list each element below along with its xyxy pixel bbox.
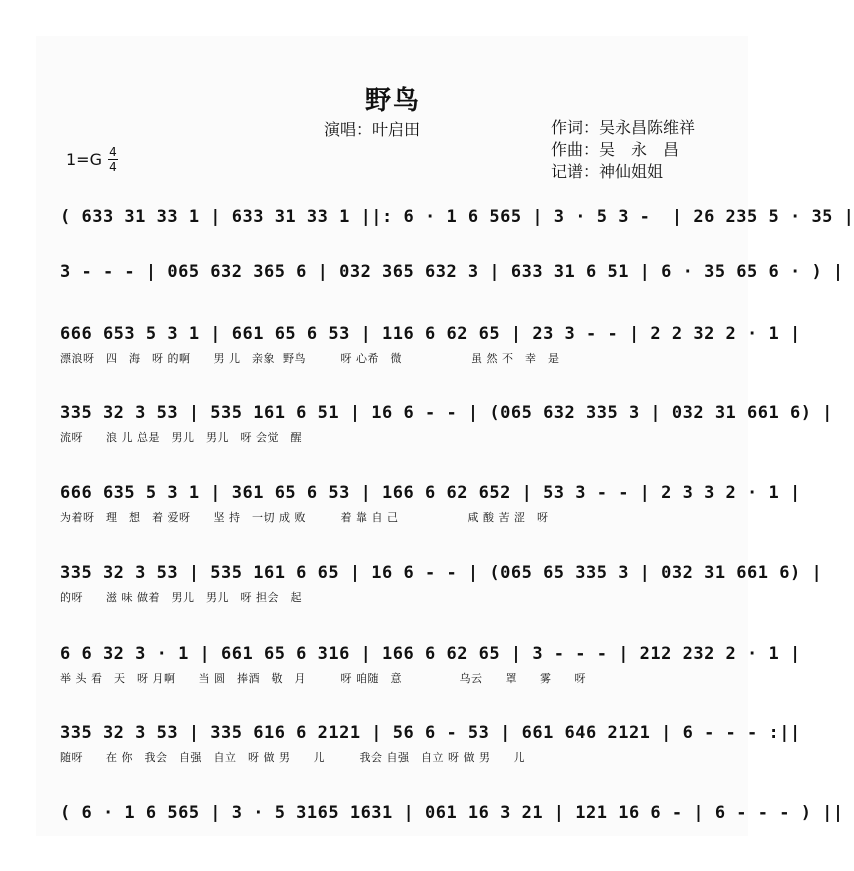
score-row [60, 207, 854, 249]
transcriber-credit: 记谱：神仙姐姐 [551, 162, 664, 181]
composer-credit: 作曲：吴 永 昌 [551, 140, 680, 159]
lyric-line [60, 288, 736, 304]
lyricist-credit: 作词：吴永昌陈维祥 [551, 118, 696, 137]
lyric-line [60, 233, 736, 249]
song-title: 野鸟 [364, 86, 421, 116]
key-signature [66, 146, 118, 173]
time-signature [108, 146, 118, 173]
notation-line: 6 6 32 3 · 1 | 661 65 6 316 | 166 6 62 65 | 3 - - - | 212 232 2 · 1 | [60, 644, 801, 664]
time-numerator: 4 [109, 145, 117, 159]
notation-line: 666 653 5 3 1 | 661 65 6 53 | 116 6 62 65 | 23 3 - - | 2 2 32 2 · 1 | [60, 324, 801, 344]
notation-line: 3 - - - | 065 632 365 6 | 032 365 632 3 | 633 31 6 51 | 6 · 35 65 6 · ) | [60, 262, 844, 282]
lyric-line: 为着呀 理 想 着 爱呀 坚 持 一切 成 败 着 靠 自 己 咸 酸 苦 涩 呀 [60, 511, 549, 524]
notation-line: 335 32 3 53 | 535 161 6 51 | 16 6 - - | (065 632 335 3 | 032 31 661 6) | [60, 403, 833, 423]
score-row [60, 803, 844, 845]
lyric-line [60, 829, 736, 845]
notation-line: 666 635 5 3 1 | 361 65 6 53 | 166 6 62 652 | 53 3 - - | 2 3 3 2 · 1 | [60, 483, 801, 503]
lyric-line: 流呀 浪 儿 总是 男儿 男儿 呀 会觉 醒 [60, 431, 302, 444]
lyric-line: 漂浪呀 四 海 呀 的啊 男 儿 亲象 野鸟 呀 心希 微 虽 然 不 幸 是 [60, 352, 560, 365]
score-row [60, 723, 801, 765]
score-row [60, 563, 823, 605]
notation-line: ( 633 31 33 1 | 633 31 33 1 ||: 6 · 1 6 565 | 3 · 5 3 - | 26 235 5 · 35 | [60, 207, 854, 227]
singer-credit: 演唱：叶启田 [324, 120, 421, 139]
lyric-line: 随呀 在 你 我会 自强 自立 呀 做 男 儿 我会 自强 自立 呀 做 男 儿 [60, 751, 525, 764]
score-row [60, 644, 801, 686]
lyric-line: 的呀 滋 味 做着 男儿 男儿 呀 担会 起 [60, 591, 302, 604]
time-denominator: 4 [109, 160, 117, 174]
score-row [60, 403, 833, 445]
score-row [60, 262, 844, 304]
score-row [60, 324, 801, 366]
credits-block [551, 117, 695, 183]
notation-line: 335 32 3 53 | 535 161 6 65 | 16 6 - - | (065 65 335 3 | 032 31 661 6) | [60, 563, 823, 583]
notation-line: 335 32 3 53 | 335 616 6 2121 | 56 6 - 53 | 661 646 2121 | 6 - - - :|| [60, 723, 801, 743]
notation-line: ( 6 · 1 6 565 | 3 · 5 3165 1631 | 061 16 3 21 | 121 16 6 - | 6 - - - ) || [60, 803, 844, 823]
key-label: 1=G [66, 150, 102, 169]
score-row [60, 483, 801, 525]
lyric-line: 举 头 看 天 呀 月啊 当 圆 捧酒 敬 月 呀 咱随 意 乌云 罩 雾 呀 [60, 672, 586, 685]
